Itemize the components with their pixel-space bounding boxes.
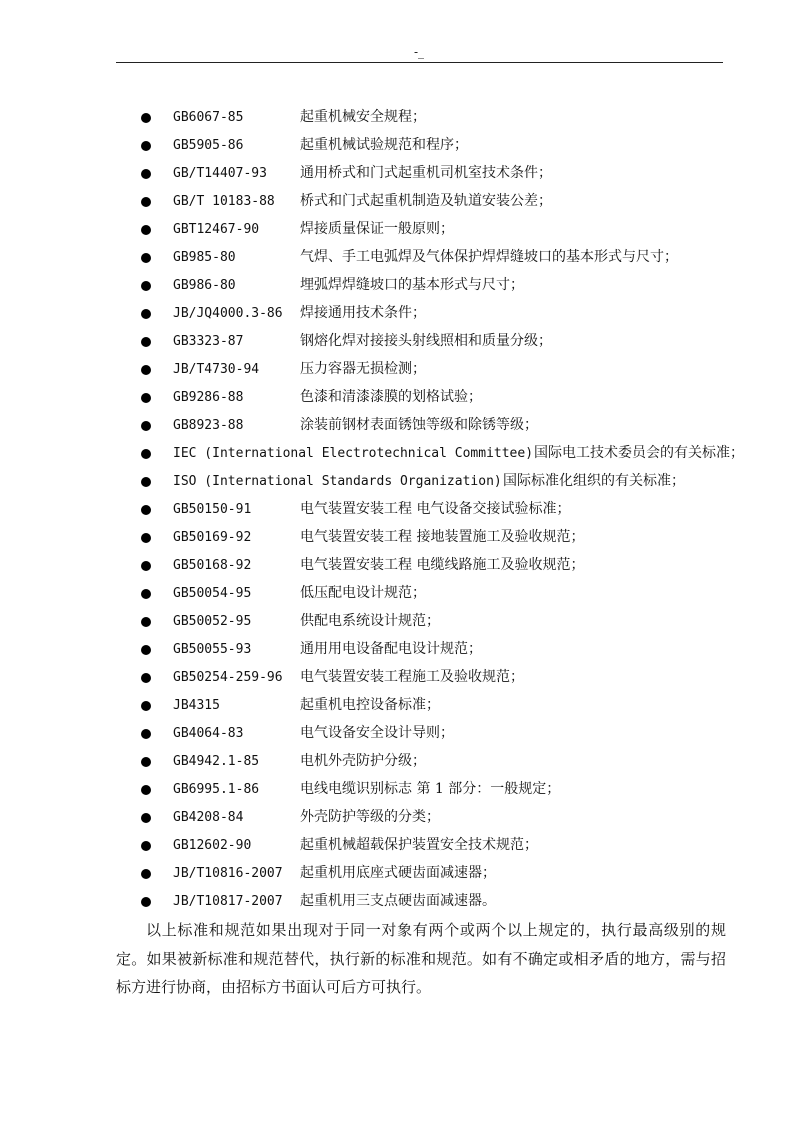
bullet-icon bbox=[141, 729, 151, 739]
standard-title: 起重机械超载保护装置安全技术规范； bbox=[300, 837, 538, 853]
standard-title: 电线电缆识别标志 第 1 部分：一般规定； bbox=[300, 781, 561, 797]
list-item bbox=[0, 804, 794, 832]
standard-code: GB50052-95 bbox=[173, 614, 252, 629]
list-item bbox=[0, 188, 794, 216]
bullet-icon bbox=[141, 561, 151, 571]
bullet-icon bbox=[141, 309, 151, 319]
list-item bbox=[0, 412, 794, 440]
bullet-icon bbox=[141, 141, 151, 151]
bullet-icon bbox=[141, 225, 151, 235]
standard-code: GB50055-93 bbox=[173, 642, 252, 657]
list-item bbox=[0, 384, 794, 412]
standard-code: GB5905-86 bbox=[173, 138, 244, 153]
standard-title: 通用用电设备配电设计规范； bbox=[300, 641, 482, 657]
standard-code: IEC (International Electrotechnical Committee) bbox=[173, 446, 534, 461]
list-item bbox=[0, 552, 794, 580]
standard-title: 气焊、手工电弧焊及气体保护焊焊缝坡口的基本形式与尺寸； bbox=[300, 249, 678, 265]
standard-title: 国际标准化组织的有关标准； bbox=[503, 473, 685, 489]
list-item bbox=[0, 356, 794, 384]
bullet-icon bbox=[141, 337, 151, 347]
list-item bbox=[0, 832, 794, 860]
standard-title: 焊接通用技术条件； bbox=[300, 305, 426, 321]
list-item bbox=[0, 580, 794, 608]
standard-title: 电气装置安装工程 电气设备交接试验标准； bbox=[300, 501, 571, 517]
list-item bbox=[0, 776, 794, 804]
bullet-icon bbox=[141, 645, 151, 655]
standard-title: 焊接质量保证一般原则； bbox=[300, 221, 454, 237]
standard-title: 埋弧焊焊缝坡口的基本形式与尺寸； bbox=[300, 277, 524, 293]
standard-title: 国际电工技术委员会的有关标准； bbox=[534, 445, 744, 461]
bullet-icon bbox=[141, 477, 151, 487]
standard-code: JB/JQ4000.3-86 bbox=[173, 306, 283, 321]
bullet-icon bbox=[141, 785, 151, 795]
bullet-icon bbox=[141, 841, 151, 851]
bullet-icon bbox=[141, 365, 151, 375]
standard-title: 低压配电设计规范； bbox=[300, 585, 426, 601]
list-item bbox=[0, 692, 794, 720]
standard-title: 钢熔化焊对接接头射线照相和质量分级； bbox=[300, 333, 552, 349]
standards-list bbox=[0, 104, 794, 916]
bullet-icon bbox=[141, 897, 151, 907]
standard-code: GB6067-85 bbox=[173, 110, 244, 125]
standard-title: 起重机用底座式硬齿面减速器； bbox=[300, 865, 496, 881]
standard-code: GBT12467-90 bbox=[173, 222, 260, 237]
standard-title: 电机外壳防护分级； bbox=[300, 753, 426, 769]
bullet-icon bbox=[141, 449, 151, 459]
standard-title: 色漆和清漆漆膜的划格试验； bbox=[300, 389, 482, 405]
standard-title: 通用桥式和门式起重机司机室技术条件； bbox=[300, 165, 552, 181]
bullet-icon bbox=[141, 253, 151, 263]
standard-code: GB4208-84 bbox=[173, 810, 244, 825]
bullet-icon bbox=[141, 393, 151, 403]
standard-code: GB12602-90 bbox=[173, 838, 252, 853]
list-item bbox=[0, 888, 794, 916]
list-item bbox=[0, 328, 794, 356]
standard-title: 起重机械安全规程； bbox=[300, 109, 426, 125]
standard-title: 电气装置安装工程 接地装置施工及验收规范； bbox=[300, 529, 585, 545]
bullet-icon bbox=[141, 533, 151, 543]
standard-code: GB50168-92 bbox=[173, 558, 252, 573]
list-item bbox=[0, 720, 794, 748]
standard-title: 电气装置安装工程施工及验收规范； bbox=[300, 669, 524, 685]
standard-code: GB/T 10183-88 bbox=[173, 194, 275, 209]
standard-code: JB/T10817-2007 bbox=[173, 894, 283, 909]
list-item bbox=[0, 216, 794, 244]
standard-code: GB4064-83 bbox=[173, 726, 244, 741]
list-item bbox=[0, 664, 794, 692]
standard-code: GB/T14407-93 bbox=[173, 166, 267, 181]
standard-code: JB/T10816-2007 bbox=[173, 866, 283, 881]
standard-code: GB3323-87 bbox=[173, 334, 244, 349]
standard-title: 起重机械试验规范和程序； bbox=[300, 137, 468, 153]
list-item bbox=[0, 272, 794, 300]
list-item bbox=[0, 636, 794, 664]
standard-code: GB50169-92 bbox=[173, 530, 252, 545]
list-item bbox=[0, 132, 794, 160]
standard-code: GB50254-259-96 bbox=[173, 670, 283, 685]
standard-code: GB4942.1-85 bbox=[173, 754, 260, 769]
list-item bbox=[0, 860, 794, 888]
bullet-icon bbox=[141, 589, 151, 599]
standard-code: GB986-80 bbox=[173, 278, 236, 293]
closing-paragraph: 以上标准和规范如果出现对于同一对象有两个或两个以上规定的，执行最高级别的规定。如果被新标准和规范替代，执行新的标准和规范。如有不确定或相矛盾的地方，需与招标方进行协商，由招标方书面认可后方可执行。 bbox=[116, 921, 726, 996]
standard-title: 电气设备安全设计导则； bbox=[300, 725, 454, 741]
standard-code: GB8923-88 bbox=[173, 418, 244, 433]
bullet-icon bbox=[141, 113, 151, 123]
standard-title: 供配电系统设计规范； bbox=[300, 613, 440, 629]
standard-code: GB50054-95 bbox=[173, 586, 252, 601]
bullet-icon bbox=[141, 197, 151, 207]
bullet-icon bbox=[141, 869, 151, 879]
standard-title: 起重机电控设备标准； bbox=[300, 697, 440, 713]
bullet-icon bbox=[141, 281, 151, 291]
standard-code: JB/T4730-94 bbox=[173, 362, 260, 377]
bullet-icon bbox=[141, 169, 151, 179]
standard-code: GB985-80 bbox=[173, 250, 236, 265]
standard-title: 电气装置安装工程 电缆线路施工及验收规范； bbox=[300, 557, 585, 573]
standard-title: 外壳防护等级的分类； bbox=[300, 809, 440, 825]
bullet-icon bbox=[141, 757, 151, 767]
list-item bbox=[0, 300, 794, 328]
header-rule bbox=[116, 62, 723, 63]
standard-code: GB9286-88 bbox=[173, 390, 244, 405]
bullet-icon bbox=[141, 505, 151, 515]
bullet-icon bbox=[141, 701, 151, 711]
bullet-icon bbox=[141, 813, 151, 823]
standard-code: GB50150-91 bbox=[173, 502, 252, 517]
list-item bbox=[0, 608, 794, 636]
list-item bbox=[0, 468, 794, 496]
list-item bbox=[0, 104, 794, 132]
standard-title: 起重机用三支点硬齿面减速器。 bbox=[300, 893, 496, 909]
list-item bbox=[0, 440, 794, 468]
list-item bbox=[0, 244, 794, 272]
list-item bbox=[0, 524, 794, 552]
standard-title: 桥式和门式起重机制造及轨道安装公差； bbox=[300, 193, 552, 209]
list-item bbox=[0, 496, 794, 524]
page-header-mark: -_ bbox=[414, 45, 425, 59]
list-item bbox=[0, 160, 794, 188]
list-item bbox=[0, 748, 794, 776]
standard-code: GB6995.1-86 bbox=[173, 782, 260, 797]
standard-code: JB4315 bbox=[173, 698, 220, 713]
bullet-icon bbox=[141, 673, 151, 683]
standard-code: ISO (International Standards Organization) bbox=[173, 474, 502, 489]
bullet-icon bbox=[141, 421, 151, 431]
standard-title: 涂装前钢材表面锈蚀等级和除锈等级； bbox=[300, 417, 538, 433]
bullet-icon bbox=[141, 617, 151, 627]
standard-title: 压力容器无损检测； bbox=[300, 361, 426, 377]
